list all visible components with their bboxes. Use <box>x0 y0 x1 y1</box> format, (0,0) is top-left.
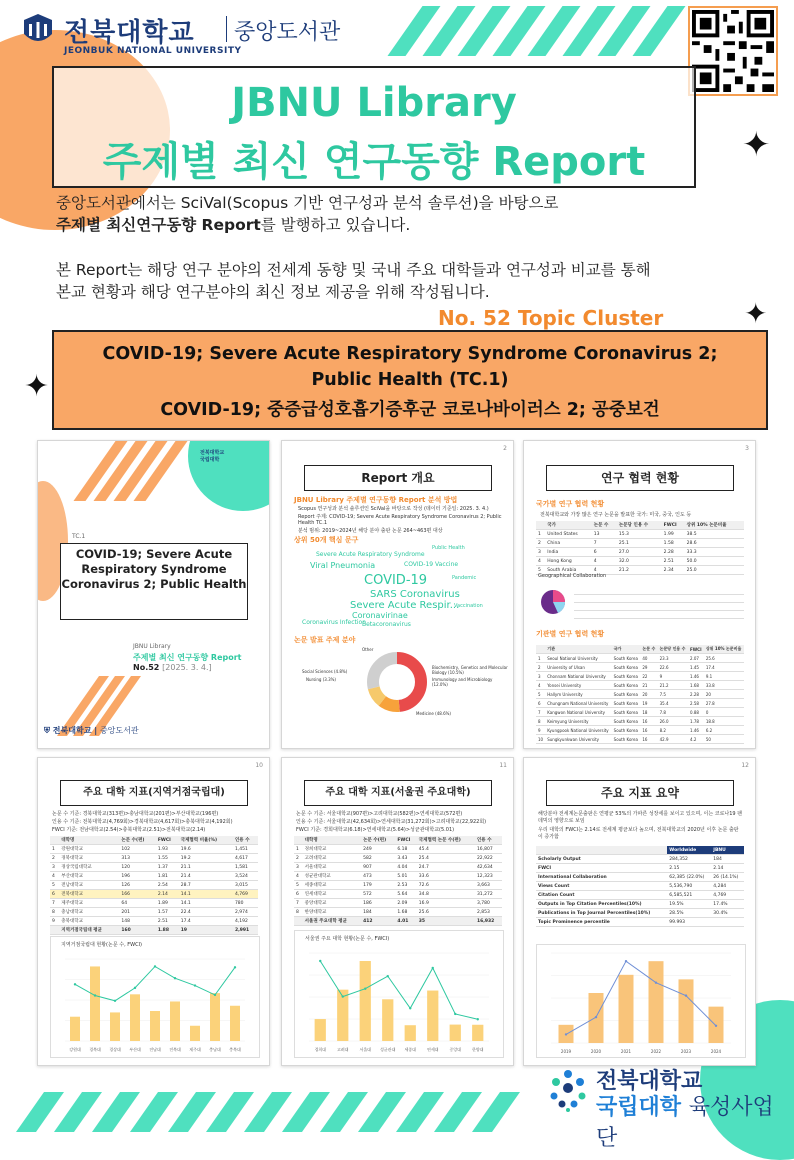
table-row: 3 India 6 27.0 2.28 33.3 <box>536 548 744 557</box>
word-cloud-term: COVID-19 Vaccine <box>404 561 459 568</box>
country-table <box>536 521 744 575</box>
page-number: 10 <box>255 762 263 769</box>
topic-cluster-number: No. 52 Topic Cluster <box>438 306 664 330</box>
table-row: Citation Count 6,585,521 4,769 <box>536 891 744 900</box>
topic-line3: COVID-19; 중증급성호흡기증후군 코로나바이러스 2; 공중보건 <box>160 400 660 420</box>
table-header-row: 대학명 논문 수(편) FWCI 국제협력 논문 수(편) 인용 수 <box>294 836 502 845</box>
table-row: 2 경북대학교 313 1.55 19.2 4,617 <box>50 854 258 863</box>
tick-label: 2023 <box>680 1049 692 1054</box>
bullet-text: 인용 수 기준: 서울대학교(42,634회)>연세대학교(31,272회)>고려대학교(22,922회) <box>296 819 487 825</box>
section-heading: 기관별 연구 협력 현황 <box>536 630 605 638</box>
page-header: 연구 협력 현황 <box>546 465 734 491</box>
legend-row <box>574 587 744 595</box>
intro-line: 중앙도서관에서는 SciVal(Scopus 기반 연구성과 분석 솔루션)을 바탕으로 <box>56 194 559 212</box>
table-row: 9 충북대학교 148 2.51 17.4 4,192 <box>50 917 258 926</box>
word-cloud <box>302 545 492 628</box>
tick-label: 고려대 <box>336 1047 349 1052</box>
table-header-row: 대학명 논문 수(편) FWCI 국제협력 비율(%) 인용 수 <box>50 836 258 845</box>
bar <box>619 975 634 1043</box>
table-row: FWCI 2.15 2.14 <box>536 864 744 873</box>
word-cloud-term: Pandemic <box>452 575 477 581</box>
intro-line <box>56 214 558 236</box>
line-point <box>432 967 434 969</box>
regional-chart-panel <box>50 936 260 1058</box>
line-point <box>565 1033 567 1035</box>
university-name: 전북대학교 <box>64 18 195 48</box>
tick-label: 2021 <box>620 1049 632 1054</box>
cover-lib-small: JBNU Library <box>133 643 171 650</box>
table-row: 7 중앙대학교 186 2.09 16.9 3,780 <box>294 899 502 908</box>
word-cloud-term: Public Health <box>432 545 465 551</box>
word-cloud-term: Viral Pneumonia <box>310 561 376 570</box>
table-row: 8 충남대학교 201 1.57 22.4 2,974 <box>50 908 258 917</box>
tick-label: 부산대 <box>129 1047 141 1052</box>
table-row: Publications in Top Journal Percentiles(10%) 28.5% 30.4% <box>536 909 744 918</box>
table-row: Topic Prominence percentile 99.993 <box>536 918 744 927</box>
sparkle-icon: ✦ <box>24 369 50 404</box>
bar <box>427 991 438 1041</box>
bar <box>210 993 220 1041</box>
section-heading: 상위 50개 핵심 문구 <box>294 536 359 544</box>
table-row: 1 United States 13 15.3 1.99 38.5 <box>536 530 744 539</box>
bullet-text: 해당분야 전세계논문출판은 연평균 53%의 가파른 성장세를 보이고 있으며, 이는 코로나19 팬데믹의 영향으로 보임 <box>538 811 743 824</box>
bar <box>190 1026 200 1041</box>
table-header-row: 국가 논문 수 논문당 인용 수 FWCI 상위 10% 논문비율 <box>536 521 744 530</box>
table-row: 5 전남대학교 126 2.54 28.7 3,015 <box>50 881 258 890</box>
tick-label: 2022 <box>650 1049 662 1054</box>
page-number: 2 <box>503 445 507 452</box>
tick-label: 서울대 <box>359 1047 372 1052</box>
bar <box>90 966 100 1041</box>
legend-row <box>574 603 744 611</box>
line-point <box>214 994 216 996</box>
pie-slice <box>553 590 565 602</box>
line-point <box>595 1016 597 1018</box>
table-row: 7 Kangwon National University South Korea 18 7.8 0.88 0 <box>536 708 744 717</box>
line-point <box>154 965 156 967</box>
line-point <box>685 994 687 996</box>
library-name: 중앙도서관 <box>234 20 341 45</box>
intro-line: 본교 현황과 해당 연구분야의 최신 정보 제공을 위해 작성됩니다. <box>56 283 490 301</box>
tick-label: 전남대 <box>149 1047 161 1052</box>
bullet-text: 우리 대학의 FWCI는 2.14로 전세계 평균보다 높으며, 전북대학교의 2020년 이후 논문 출판이 증가함 <box>538 827 739 840</box>
word-cloud-term: COVID-19 <box>364 573 428 588</box>
intro-emphasis: 주제별 최신연구동향 Report <box>56 216 261 234</box>
preview-summary-page[interactable] <box>523 757 756 1066</box>
tick-label: 연세대 <box>426 1047 439 1052</box>
table-row: 2 University of Ulsan South Korea 29 22.6 1.45 17.4 <box>536 663 744 672</box>
donut-label: Social Sciences (4.8%) <box>302 669 348 674</box>
donut-label: Medicine (48.6%) <box>416 711 451 716</box>
word-cloud-term: Severe Acute Respiratory Syndrome <box>316 551 425 558</box>
bar <box>679 979 694 1043</box>
topic-line2: Public Health (TC.1) <box>311 370 509 390</box>
table-row: International Collaboration 62,385 (22.0%) 26 (14.1%) <box>536 873 744 882</box>
report-title-box <box>52 66 696 188</box>
intro-paragraph-2 <box>56 259 651 303</box>
table-row: 10 Sungkyunkwan University South Korea 16 42.9 4.2 50 <box>536 735 744 744</box>
page-header: Report 개요 <box>304 465 492 491</box>
cover-no: No.52 [2025. 3. 4.] <box>133 663 212 672</box>
page-number: 12 <box>741 762 749 769</box>
line-point <box>655 982 657 984</box>
seoul-chart-panel <box>294 930 504 1058</box>
table-row: 2 China 7 25.1 1.58 28.6 <box>536 539 744 548</box>
table-row: 1 경희대학교 249 6.18 45.4 16,807 <box>294 845 502 854</box>
seoul-university-table <box>294 836 502 926</box>
tick-label: 2020 <box>590 1049 602 1054</box>
university-english-name: JEONBUK NATIONAL UNIVERSITY <box>64 46 242 56</box>
line-point <box>319 960 321 962</box>
sub-heading: Geographical Collaboration <box>538 573 607 579</box>
bullet-text: FWCI 기준: 전남대학교(2.54)>충북대학교(2.51)>전북대학교(2.14) <box>52 827 206 833</box>
table-row: 5 South Arabia 4 21.2 2.34 25.0 <box>536 566 744 575</box>
table-row: 8 한양대학교 184 1.68 25.6 2,853 <box>294 908 502 917</box>
table-row: Outputs in Top Citation Percentiles(10%) 19.5% 17.4% <box>536 900 744 909</box>
legend-row <box>574 611 744 619</box>
line-point <box>234 966 236 968</box>
table-row: 4 성균관대학교 473 5.01 33.6 12,323 <box>294 872 502 881</box>
intro-text: 를 발행하고 있습니다. <box>260 216 411 234</box>
tick-label: 충남대 <box>209 1047 221 1052</box>
qr-code-icon <box>692 10 774 92</box>
word-cloud-term: Coronavirinae <box>352 611 408 620</box>
page-header: 주요 대학 지표(서울권 주요대학) <box>304 780 492 806</box>
preview-overview-page[interactable] <box>281 440 514 749</box>
sparkle-icon: ✦ <box>744 297 768 330</box>
regional-university-table <box>50 836 258 935</box>
line-point <box>477 1018 479 1020</box>
tick-label: 2024 <box>710 1049 722 1054</box>
tick-label: 2019 <box>560 1049 572 1054</box>
bar <box>315 1019 326 1041</box>
line-point <box>342 995 344 997</box>
qr-code[interactable] <box>688 6 778 96</box>
table-row: 5 세종대학교 179 2.53 72.6 3,663 <box>294 881 502 890</box>
tick-label: 강원대 <box>69 1047 81 1052</box>
donut-label: Immunology and Microbiology (12.0%) <box>432 677 493 687</box>
summary-metrics-table <box>536 846 744 927</box>
overview-line: Scopus 연구성과 분석 솔루션인 SciVal을 바탕으로 작성 (데이터 기준일: 2025. 3. 4.) <box>298 506 489 512</box>
tick-label: 성균관대 <box>380 1047 396 1052</box>
bar <box>472 1025 483 1041</box>
cover-title: COVID-19; Severe Acute Respiratory Syndrome Coronavirus 2; Public Health <box>60 543 248 620</box>
intro-paragraph-1 <box>56 192 558 236</box>
line-point <box>94 994 96 996</box>
bar <box>230 1006 240 1041</box>
table-row: 4 Yonsei University South Korea 21 21.2 1.68 33.8 <box>536 681 744 690</box>
bar <box>360 961 371 1041</box>
cover-report-title: 주제별 최신 연구동향 Report <box>133 653 242 662</box>
line-point <box>114 1000 116 1002</box>
tick-label: 경희대 <box>314 1047 327 1052</box>
footer-university: 전북대학교 <box>596 1069 703 1094</box>
line-point <box>715 1025 717 1027</box>
bar <box>110 1012 120 1041</box>
university-crest-icon <box>20 12 56 48</box>
bar <box>405 1025 416 1041</box>
regional-combo-chart <box>51 951 259 1055</box>
table-row: 2 고려대학교 582 3.43 25.4 22,922 <box>294 854 502 863</box>
line-point <box>625 960 627 962</box>
table-row: 3 Chonnam National University South Korea 22 9 1.46 9.1 <box>536 672 744 681</box>
preview-cover-page[interactable] <box>37 440 270 749</box>
footer-logo <box>548 1064 788 1151</box>
tick-label: 한양대 <box>471 1047 484 1052</box>
donut-label: Biochemistry, Genetics and Molecular Biology (10.5%) <box>432 665 508 675</box>
preview-regional-university-page[interactable] <box>37 757 270 1066</box>
summary-combo-chart <box>537 945 745 1057</box>
bar <box>70 1017 80 1041</box>
report-title-line2: 주제별 최신 연구동향 Report <box>102 139 646 185</box>
table-row: 1 Seoul National University South Korea 40 23.3 2.07 25.6 <box>536 654 744 663</box>
table-row: 8 Keimyung University South Korea 16 26.0 1.78 18.8 <box>536 717 744 726</box>
institution-table <box>536 645 744 744</box>
tick-label: 세종대 <box>404 1047 417 1052</box>
topic-box <box>52 330 768 430</box>
table-row: 1 강원대학교 102 1.93 19.6 1,451 <box>50 845 258 854</box>
footer-program: 국립대학 육성사업단 <box>596 1095 774 1151</box>
tick-label: 제주대 <box>189 1047 201 1052</box>
bar <box>150 1011 160 1041</box>
table-header-row: 기관 국가 논문 수 논문당 인용 수 FWCI 상위 10% 논문비율 <box>536 645 744 654</box>
cover-tc: TC.1 <box>72 533 86 540</box>
report-title-line1: JBNU Library <box>231 80 517 126</box>
subject-donut-chart <box>362 647 432 717</box>
bullet-text: 인용 수 기준: 전북대학교(4,769회)>경북대학교(4,617회)>충북대학교(4,192회) <box>52 819 233 825</box>
section-heading: 국가별 연구 협력 현황 <box>536 500 605 508</box>
bar <box>170 1001 180 1041</box>
preview-collaboration-page[interactable] <box>523 440 756 749</box>
line-point <box>454 1013 456 1015</box>
word-cloud-term: Vaccination <box>454 603 483 609</box>
donut-label: Nursing (3.3%) <box>306 677 336 682</box>
summary-chart-panel <box>536 944 746 1058</box>
table-row: 3 경상국립대학교 120 1.37 21.1 1,581 <box>50 863 258 872</box>
table-row: 5 Hallym University South Korea 20 7.5 2.28 20 <box>536 690 744 699</box>
table-footer-row: 지역거점국립대 평균 160 1.88 19 2,991 <box>50 926 258 935</box>
section-heading: 논문 발표 주제 분야 <box>294 636 356 644</box>
table-row: 9 Kyungpook National University South Korea 16 8.2 1.46 6.2 <box>536 726 744 735</box>
tick-label: 중앙대 <box>449 1047 462 1052</box>
table-row-highlight: 6 전북대학교 166 2.14 14.1 4,769 <box>50 890 258 899</box>
word-cloud-term: Severe Acute Respir... <box>350 600 460 611</box>
line-point <box>364 988 366 990</box>
bar <box>649 961 664 1043</box>
chart-title: 서울권 주요 대학 현황(논문 수, FWCI) <box>305 936 390 942</box>
page-number: 11 <box>499 762 507 769</box>
cover-footer-logo: ⛨ 전북대학교 | 중앙도서관 <box>44 726 139 735</box>
collab-legend <box>574 587 744 621</box>
table-row: 3 서울대학교 907 4.04 24.7 42,634 <box>294 863 502 872</box>
page-header: 주요 대학 지표(지역거점국립대) <box>60 780 248 806</box>
cover-logo-small: 전북대학교 국립대학 <box>200 450 225 463</box>
table-row: 4 Hong Kong 4 32.0 2.51 50.0 <box>536 557 744 566</box>
line-point <box>74 983 76 985</box>
table-row: 7 제주대학교 64 1.89 14.1 780 <box>50 899 258 908</box>
bullet-text: 논문 수 기준: 서울대학교(907편)>고려대학교(582편)>연세대학교(572편) <box>296 811 463 817</box>
overview-line: 분석 범위: 2019~2024년 해당 분야 출판 논문 264~463편 대상 <box>298 528 443 534</box>
bullet-text: FWCI 기준: 경희대학교(6.18)>연세대학교(5.64)>성균관대학교(5.01) <box>296 827 455 833</box>
seoul-combo-chart <box>295 945 503 1055</box>
table-row: 6 Chungnam National University South Korea 19 35.4 2.58 27.8 <box>536 699 744 708</box>
legend-row <box>574 595 744 603</box>
line-point <box>387 975 389 977</box>
bar <box>450 1025 461 1041</box>
preview-seoul-university-page[interactable] <box>281 757 514 1066</box>
line-point <box>194 984 196 986</box>
bar <box>382 999 393 1041</box>
table-row: 4 부산대학교 196 1.81 21.4 3,524 <box>50 872 258 881</box>
line-point <box>409 1007 411 1009</box>
table-row: 6 연세대학교 572 5.64 34.8 31,272 <box>294 890 502 899</box>
table-row: Scholarly Output 284,352 184 <box>536 855 744 864</box>
sparkle-icon: ✦ <box>742 125 771 165</box>
table-row: Views Count 5,536,790 4,284 <box>536 882 744 891</box>
intro-line: 본 Report는 해당 연구 분야의 전세계 동향 및 국내 주요 대학들과 연구성과 비교를 통해 <box>56 261 651 279</box>
word-cloud-term: SARS Coronavirus <box>370 589 460 600</box>
bar <box>130 994 140 1041</box>
table-header-row: Worldwide JBNU <box>536 846 744 855</box>
bullet-text: 전북대학교와 가장 많은 연구 논문을 발표한 국가: 미국, 중국, 인도 등 <box>540 512 692 518</box>
section-heading: JBNU Library 주제별 연구동향 Report 분석 방법 <box>294 496 458 504</box>
stripe-decoration <box>472 1092 520 1132</box>
tick-label: 경상대 <box>109 1047 121 1052</box>
word-cloud-term: Coronavirus Infection <box>302 619 367 626</box>
table-footer-row: 서울권 주요대학 평균 412 4.01 35 16,932 <box>294 917 502 926</box>
university-logo <box>20 12 350 62</box>
donut-label: Other <box>362 647 374 652</box>
collaboration-pie-chart <box>538 587 568 617</box>
page-number: 3 <box>745 445 749 452</box>
tick-label: 경북대 <box>89 1047 101 1052</box>
line-point <box>134 987 136 989</box>
program-logo-icon <box>548 1068 588 1112</box>
overview-line: Report 주제: COVID-19; Severe Acute Respiratory Syndrome Coronavirus 2; Public Health TC.1 <box>298 514 502 526</box>
tick-label: 전북대 <box>169 1047 181 1052</box>
logo-divider <box>226 16 227 42</box>
page-header: 주요 지표 요약 <box>546 780 734 806</box>
tick-label: 충북대 <box>229 1047 241 1052</box>
chart-title: 지역거점국립대 현황(논문 수, FWCI) <box>61 942 143 948</box>
bullet-text: 논문 수 기준: 경북대학교(313편)>충남대학교(201편)>부산대학교(196편) <box>52 811 219 817</box>
line-point <box>174 977 176 979</box>
word-cloud-term: Betacoronavirus <box>362 621 411 628</box>
topic-line1: COVID-19; Severe Acute Respiratory Syndrome Coronavirus 2; <box>102 344 718 364</box>
